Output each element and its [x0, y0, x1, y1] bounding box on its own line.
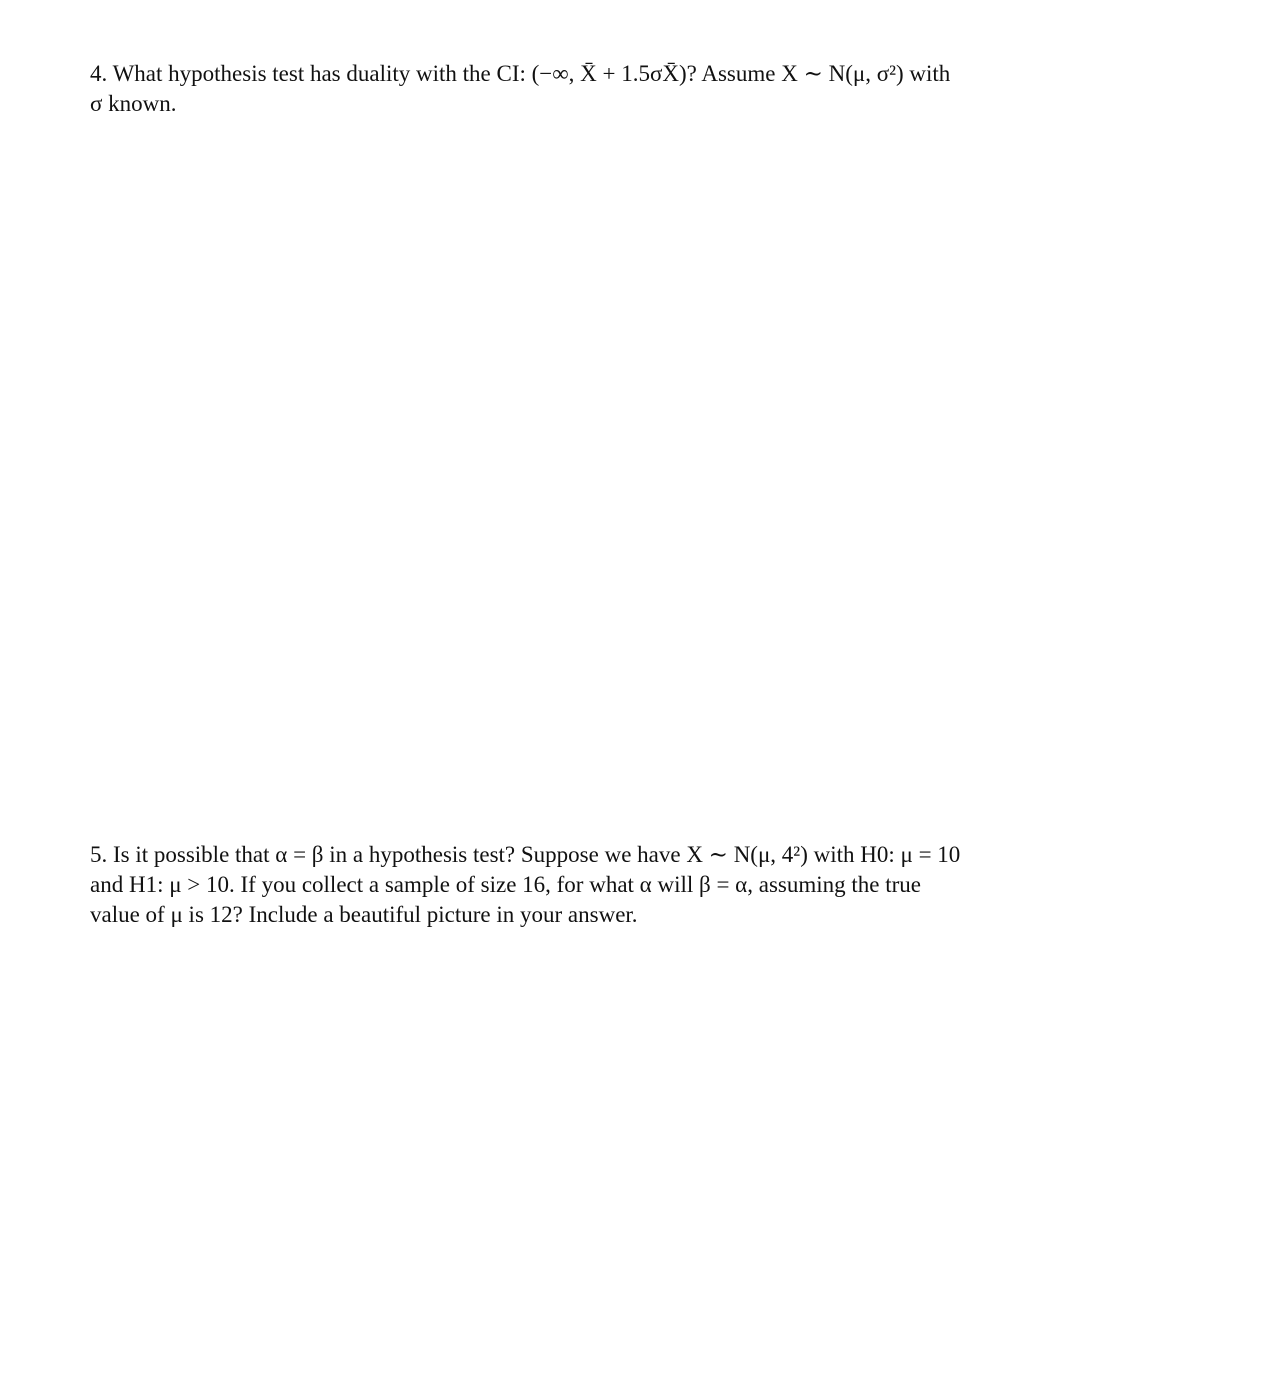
problem-5-line-2: and H1: μ > 10. If you collect a sample of size 16, for what α will β = α, assuming the true — [90, 872, 921, 897]
problem-5 — [90, 840, 1108, 930]
problem-4-line-1: 4. What hypothesis test has duality with the CI: (−∞, X̄ + 1.5σX̄)? Assume X ∼ N(μ, σ²) with — [90, 61, 951, 86]
problem-5-line-1: 5. Is it possible that α = β in a hypothesis test? Suppose we have X ∼ N(μ, 4²) with H0: μ = 10 — [90, 842, 961, 867]
problem-4-line-2: σ known. — [90, 91, 177, 116]
problem-5-line-3: value of μ is 12? Include a beautiful picture in your answer. — [90, 902, 638, 927]
problem-4 — [90, 59, 1108, 119]
